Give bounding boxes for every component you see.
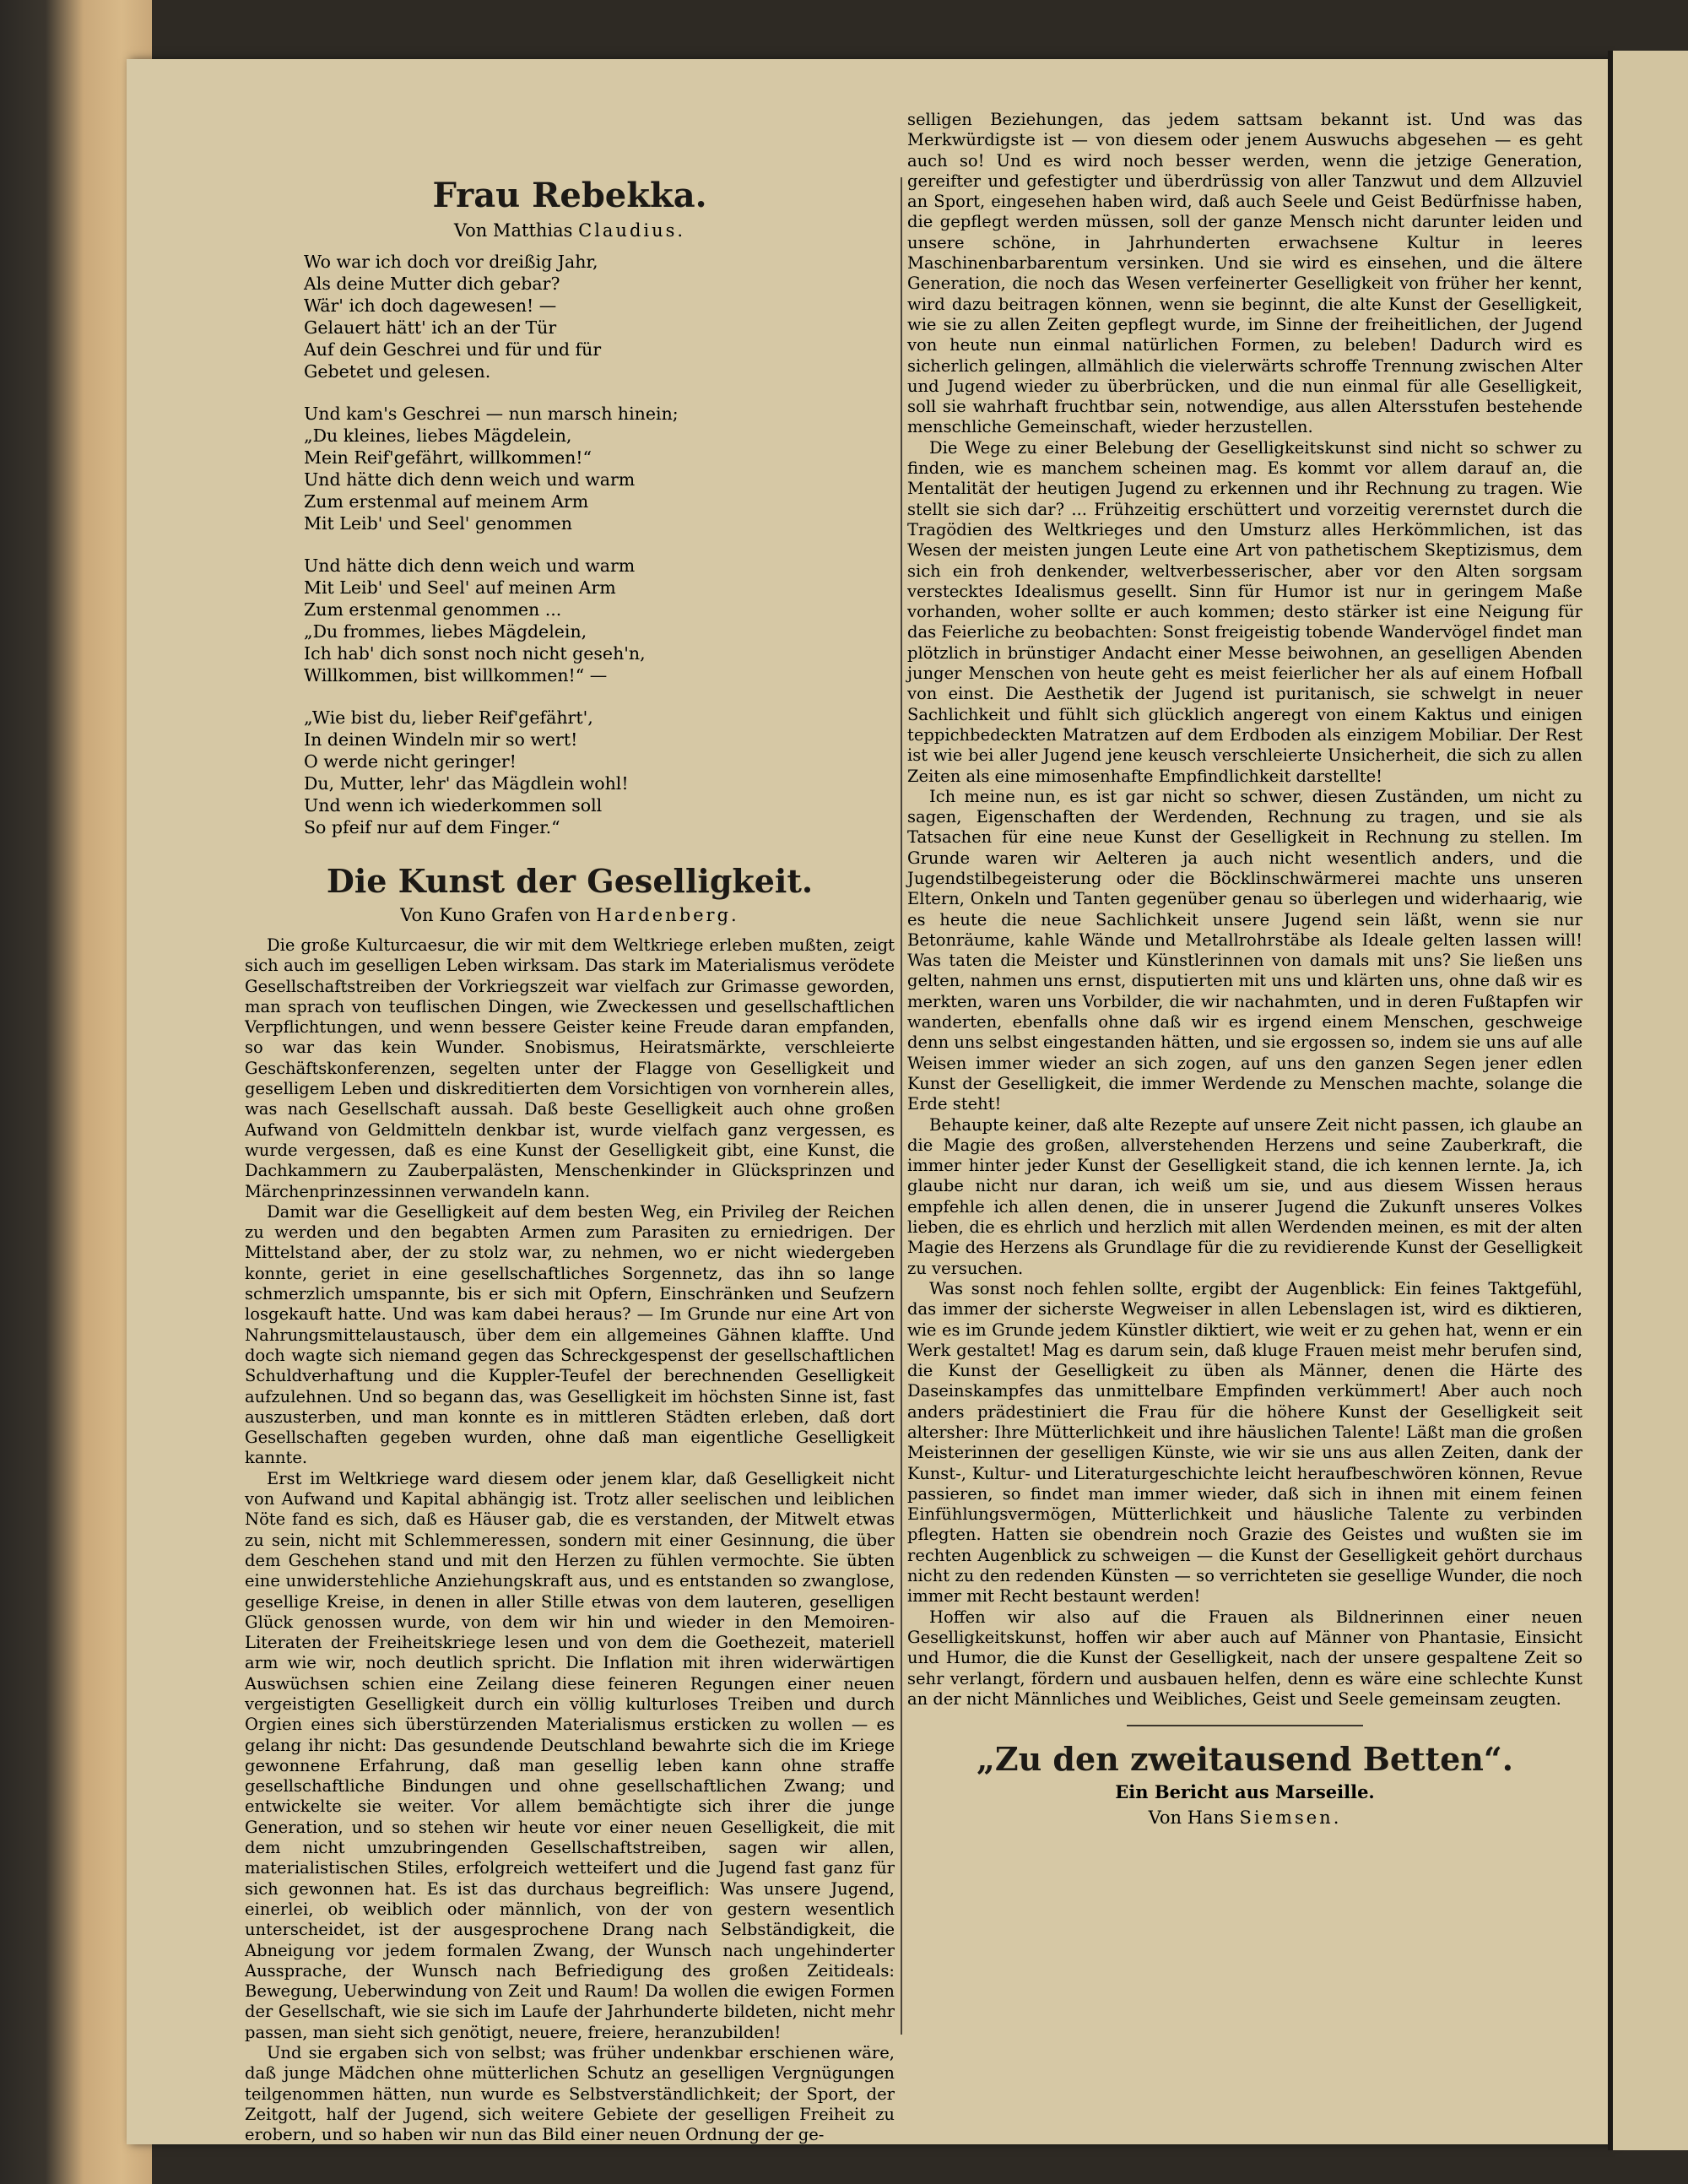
- article-body-continued: [907, 110, 1582, 1710]
- poem-stanza: [304, 403, 895, 534]
- section-separator: [1127, 1725, 1363, 1726]
- byline-name: Claudius.: [578, 220, 686, 241]
- poem-line: Willkommen, bist willkommen!“ —: [304, 665, 608, 686]
- byline-name: Hardenberg.: [596, 905, 739, 925]
- poem-line: Mit Leib' und Seel' genommen: [304, 513, 572, 534]
- poem-line: Wär' ich doch dagewesen! —: [304, 295, 557, 316]
- article-title: Die Kunst der Geselligkeit.: [326, 862, 814, 900]
- article-paragraph: Damit war die Geselligkeit auf dem besten Weg, ein Privileg der Reichen zu werden und den begabten Armen zum Parasiten zu erniedrigen. Der Mittelstand aber, der zu stolz war, zu nehmen, wo er nicht wiedergeben konnte, geriet in eine gesellschaftliches Sorgennetz, das ihn so lange schmerzlich umspannte, bis er sich mit Opfern, Einschränken und Seufzern losgekauft hatte. Und was kam dabei heraus? — Im Grunde nur eine Art von Nahrungsmittelaustausch, über dem ein allgemeines Gähnen klaffte. Und doch wagte sich niemand gegen das Schreckgespenst der gesellschaftlichen Schuldverhaftung und die Kuppler-Teufel der berechnenden Geselligkeit aufzulehnen. Und so begann das, was Geselligkeit im höchsten Sinne ist, fast auszusterben, und man konnte es in mittleren Städten erleben, daß dort Gesellschaften gegeben wurden, ohne daß man eigentliche Geselligkeit kannte.: [245, 1201, 895, 1468]
- poem-line: So pfeif nur auf dem Finger.“: [304, 817, 560, 837]
- poem-line: Wo war ich doch vor dreißig Jahr,: [304, 252, 598, 272]
- poem-line: Zum erstenmal auf meinem Arm: [304, 491, 589, 512]
- poem-line: Du, Mutter, lehr' das Mägdlein wohl!: [304, 773, 629, 794]
- poem-line: Und kam's Geschrei — nun marsch hinein;: [304, 404, 679, 424]
- article-paragraph: Ich meine nun, es ist gar nicht so schwer, diesen Zuständen, um nicht zu sagen, Eigenschaften der Werdenden, Rechnung zu tragen, und sie als Tatsachen für eine neue Kunst der Geselligkeit in Rechnung zu stellen. Im Grunde waren wir Aelteren ja auch nicht wesentlich anders, und die Jugendstilbegeisterung oder die Böcklinschwärmerei machte uns unseren Eltern, Onkeln und Tanten gegenüber genau so überlegen und widerhaarig, wie es heute die neue Sachlichkeit unsere Jugend sein läßt, wenn sie nur Betonräume, kahle Wände und Metallrohrstäbe als Ideale gelten lassen will! Was taten die Meister und Künstlerinnen von damals mit uns? Sie ließen uns gelten, nahmen uns ernst, disputierten mit uns und klärten uns, ohne daß wir es merkten, waren uns Vorbilder, die wir nachahmten, und in deren Fußtapfen wir wanderten, ebenfalls ohne daß wir es irgend einem Menschen, geschweige denn uns selbst eingestanden hätten, und sie ergossen so, indem sie uns auf alle Weisen immer wieder an sich zogen, auf uns den ganzen Segen jener edlen Kunst der Geselligkeit, die immer Werdende zu Menschen machte, solange die Erde steht!: [907, 786, 1582, 1114]
- article-byline: [907, 1807, 1582, 1828]
- poem-line: „Wie bist du, lieber Reif'gefährt',: [304, 707, 593, 728]
- poem-line: Und hätte dich denn weich und warm: [304, 469, 636, 490]
- poem-line: Mit Leib' und Seel' auf meinen Arm: [304, 577, 616, 598]
- article-paragraph: Die große Kulturcaesur, die wir mit dem Weltkriege erleben mußten, zeigt sich auch im geselligen Leben wirksam. Das stark im Materialismus verödete Gesellschaftstreiben der Vorkriegszeit war vielfach zur Grimasse geworden, man sprach von teuflischen Dingen, wie Zweckessen und gesellschaftlichen Verpflichtungen, und wenn bessere Geister keine Freude daran empfanden, so war das kein Wunder. Snobismus, Heiratsmärkte, verschleierte Geschäftskonferenzen, segelten unter der Flagge von Geselligkeit und geselligem Leben und diskreditierten dem Vorsichtigen von vornherein alles, was nach Gesellschaft aussah. Daß beste Geselligkeit auch ohne großen Aufwand von Geldmitteln denkbar ist, wurde vielfach ganz vergessen, es wurde vergessen, daß es eine Kunst der Geselligkeit gibt, eine Kunst, die Dachkammern zu Zauberpalästen, Menschenkinder in Glücksprinzen und Märchenprinzessinnen verwandeln kann.: [245, 935, 895, 1201]
- article-title: „Zu den zweitausend Betten“.: [976, 1740, 1514, 1779]
- poem-stanza: [304, 707, 895, 838]
- article-paragraph: Was sonst noch fehlen sollte, ergibt der Augenblick: Ein feines Taktgefühl, das immer der sicherste Wegweiser in allen Lebenslagen ist, wird es diktieren, wie es im Grunde jedem Künstler diktiert, wie weit er zu gehen hat, wenn er ein Werk gestaltet! Mag es darum sein, daß kluge Frauen meist mehr berufen sind, die Kunst der Geselligkeit zu üben als Männer, denen die Härte des Daseinskampfes das unmittelbare Empfinden verkümmert! Aber auch noch anders prädestiniert die Frau für die höhere Kunst der Geselligkeit seit altersher: Ihre Mütterlichkeit und ihre häuslichen Talente! Läßt man die großen Meisterinnen der geselligen Künste, wie wir sie uns aus allen Zeiten, dank der Kunst-, Kultur- und Literaturgeschichte leicht heraufbeschwören können, Revue passieren, so findet man immer wieder, daß sich in ihnen mit einem feinen Einfühlungsvermögen, Mütterlichkeit und häusliche Talente zu verbinden pflegten. Hatten sie obendrein noch Grazie des Geistes und wußten sie im rechten Augenblick zu schweigen — die Kunst der Geselligkeit gehört durchaus nicht zu den redenden Künsten — so verrichteten sie gesellige Wunder, die noch immer mit Recht bestaunt werden!: [907, 1278, 1582, 1607]
- article-paragraph: Hoffen wir also auf die Frauen als Bildnerinnen einer neuen Geselligkeitskunst, hoffen wir aber auch auf Männer von Phantasie, Einsicht und Humor, die die Kunst der Geselligkeit, nach der unsere gespaltene Zeit so sehr verlangt, fördern und ausbauen helfen, denn es wäre eine schlechte Kunst an der nicht Männliches und Weibliches, Geist und Seele gemeinsam zeugten.: [907, 1607, 1582, 1709]
- article-kicker: Ein Bericht aus Marseille.: [1115, 1781, 1375, 1803]
- article-body: [245, 935, 895, 2146]
- facing-page-edge: [1608, 51, 1688, 2150]
- left-column: [245, 110, 895, 2146]
- article-frau-rebekka: [245, 176, 895, 838]
- byline-name: Siemsen.: [1239, 1807, 1342, 1829]
- poem-line: O werde nicht geringer!: [304, 751, 517, 772]
- article-byline: [245, 220, 895, 241]
- poem-line: Ich hab' dich sonst noch nicht geseh'n,: [304, 643, 646, 664]
- article-paragraph: Die Wege zu einer Belebung der Geselligkeitskunst sind nicht so schwer zu finden, wie es manchem scheinen mag. Es kommt vor allem darauf an, die Mentalität der heutigen Jugend zu erkennen und ihr Rechnung zu tragen. Wie stellt sie sich dar? ... Frühzeitig erschüttert und vorzeitig verernstet durch die Tragödien des Weltkrieges und den Umsturz alles Herkömmlichen, ist das Wesen der meisten jungen Leute eine Art von pathetischem Skeptizismus, dem sich ein froh denkender, weltverbesserischer, aber vor den Alten sorgsam verstecktes Idealismus gesellt. Sinn für Humor ist nur in geringem Maße vorhanden, woher sollte er auch kommen; desto stärker ist eine Neigung für das Feierliche zu beobachten: Sonst freigeistig tobende Wandervögel findet man plötzlich in brünstiger Andacht einer Messe beiwohnen, an geselligen Abenden junger Menschen von heute geht es meist feierlicher her als auf einem Hofball von einst. Die Aesthetik der Jugend ist puritanisch, sie schwelgt in neuer Sachlichkeit und fühlt sich glücklich angeregt von einem Kaktus und einigen teppichbedeckten Matratzen auf dem Erdboden als einzigem Mobiliar. Der Rest ist wie bei aller Jugend jene keusch verschleierte Unsicherheit, die sich zu allen Zeiten als eine mimosenhafte Empfindlichkeit darstellte!: [907, 437, 1582, 786]
- poem-line: Auf dein Geschrei und für und für: [304, 339, 602, 360]
- poem-line: Mein Reif'gefährt, willkommen!“: [304, 447, 592, 468]
- article-paragraph: Behaupte keiner, daß alte Rezepte auf unsere Zeit nicht passen, ich glaube an die Magie des großen, allverstehenden Herzens und seine Zauberkraft, die immer hinter jeder Kunst der Geselligkeit stand, die ich kennen lernte. Ja, ich glaube nicht nur daran, ich weiß um sie, und aus diesem Wissen heraus empfehle ich allen denen, die in unserer Jugend die Zukunft unseres Volkes lieben, die es ehrlich und herzlich mit allen Werdenden meinen, es mit der alten Magie des Herzens als Grundlage für die zu revidierende Kunst der Geselligkeit zu versuchen.: [907, 1114, 1582, 1278]
- poem-stanza: [304, 555, 895, 686]
- article-title: Frau Rebekka.: [432, 176, 707, 215]
- byline-prefix: Von Kuno Grafen von: [400, 905, 591, 925]
- right-column: [907, 110, 1582, 1838]
- poem-line: Und hätte dich denn weich und warm: [304, 555, 636, 576]
- byline-prefix: Von Matthias: [453, 220, 573, 241]
- article-paragraph: selligen Beziehungen, das jedem sattsam bekannt ist. Und was das Merkwürdigste ist — von diesem oder jenem Auswuchs abgesehen — es geht auch so! Und es wird noch besser werden, wenn die jetzige Generation, gereifter und gefestigter und überdrüssig von aller Tanzwut und dem Allzuviel an Sport, eingesehen haben wird, daß auch Seele und Geist Bedürfnisse haben, die gepflegt werden müssen, soll der ganze Mensch nicht darunter leiden und unsere schöne, in Jahrhunderten erwachsene Kultur in leeres Maschinenbarbarentum versinken. Und sie wird es einsehen, und die ältere Generation, die noch das Wesen verfeinerter Geselligkeit von früher her kennt, wird dazu beitragen können, wenn sie beginnt, die alte Kunst der Geselligkeit, wie sie zu allen Zeiten gepflegt wurde, im Sinne der freiheitlichen, der Jugend von heute nun einmal natürlichen Formen, zu beleben! Dadurch wird es sicherlich gelingen, allmählich die vielerwärts schroffe Trennung zwischen Alter und Jugend wieder zu überbrücken, und die nun einmal für alle Geselligkeit, soll sie wahrhaft fruchtbar sein, notwendige, aus allen Altersstufen bestehende menschliche Gemeinschaft, wieder herzustellen.: [907, 110, 1582, 437]
- byline-prefix: Von Hans: [1148, 1807, 1234, 1829]
- poem-line: Gebetet und gelesen.: [304, 361, 491, 382]
- article-zu-den-zweitausend-betten: [907, 1740, 1582, 1828]
- poem: [304, 251, 895, 838]
- poem-line: „Du frommes, liebes Mägdelein,: [304, 621, 587, 642]
- article-kunst-der-geselligkeit: [245, 862, 895, 2146]
- poem-stanza: [304, 251, 895, 382]
- article-paragraph: Erst im Weltkriege ward diesem oder jenem klar, daß Geselligkeit nicht von Aufwand und Kapital abhängig ist. Trotz aller seelischen und leiblichen Nöte fand es sich, daß es Häuser gab, die es verstanden, der Mitwelt etwas zu sein, nicht mit Schlemmeressen, sondern mit einer Gesinnung, die über dem Geschehen stand und mit den Herzen zu fühlen vermochte. Sie übten eine unwiderstehliche Anziehungskraft aus, und es entstanden so zwanglose, gesellige Kreise, in denen in aller Stille etwas von dem lauteren, geselligen Glück genossen wurde, von dem wir hin und wieder in den Memoiren-Literaten der Freiheitskriege lesen und von dem die Goethezeit, materiell arm wie wir, noch deutlich spricht. Die Inflation mit ihren widerwärtigen Auswüchsen schien eine Zeilang diese feineren Regungen einer neuen vergeistigten Geselligkeit durch ein völlig kulturloses Treiben und durch Orgien eines sich überstürzenden Materialismus ersticken zu wollen — es gelang ihr nicht: Das gesundende Deutschland bewahrte sich die im Kriege gewonnene Erfahrung, daß man gesellig leben kann ohne straffe gesellschaftliche Bindungen und ohne gesellschaftlichen Zwang; und entwickelte sie weiter. Vor allem bemächtigte sich ihrer die junge Generation, und so stehen wir heute vor einer neuen Geselligkeit, die mit dem nicht umzubringenden Gesellschaftstreiben, sagen wir allen, materialistischen Stiles, erfolgreich wetteifert und die Jugend fast ganz für sich gewonnen hat. Es ist das durchaus begreiflich: Was unsere Jugend, einerlei, ob weiblich oder männlich, von der von gestern wesentlich unterscheidet, ist der ausgesprochene Drang nach Selbständigkeit, die Abneigung vor jedem formalen Zwang, der Wunsch nach ungehinderter Aussprache, der Wunsch nach Befriedigung des großen Zeitideals: Bewegung, Ueberwindung von Zeit und Raum! Da wollen die ewigen Formen der Gesellschaft, wie sie sich im Laufe der Jahrhunderte bildeten, nicht mehr passen, man sieht sich genötigt, neuere, freiere, heranzubilden!: [245, 1468, 895, 2042]
- column-divider: [901, 177, 902, 2035]
- poem-line: Und wenn ich wiederkommen soll: [304, 795, 603, 816]
- article-paragraph: Und sie ergaben sich von selbst; was früher undenkbar erschienen wäre, daß junge Mädchen ohne mütterlichen Schutz an geselligen Vergnügungen teilgenommen hätten, nun wurde es Selbstverständlichkeit; der Sport, der Zeitgott, half der Jugend, sich weitere Gebiete der geselligen Freiheit zu erobern, und so haben wir nun das Bild einer neuen Ordnung der ge-: [245, 2043, 895, 2145]
- article-byline: [245, 905, 895, 925]
- poem-line: „Du kleines, liebes Mägdelein,: [304, 425, 572, 446]
- poem-line: Als deine Mutter dich gebar?: [304, 274, 560, 294]
- poem-line: Gelauert hätt' ich an der Tür: [304, 317, 557, 338]
- poem-line: Zum erstenmal genommen ...: [304, 599, 562, 620]
- poem-line: In deinen Windeln mir so wert!: [304, 729, 578, 750]
